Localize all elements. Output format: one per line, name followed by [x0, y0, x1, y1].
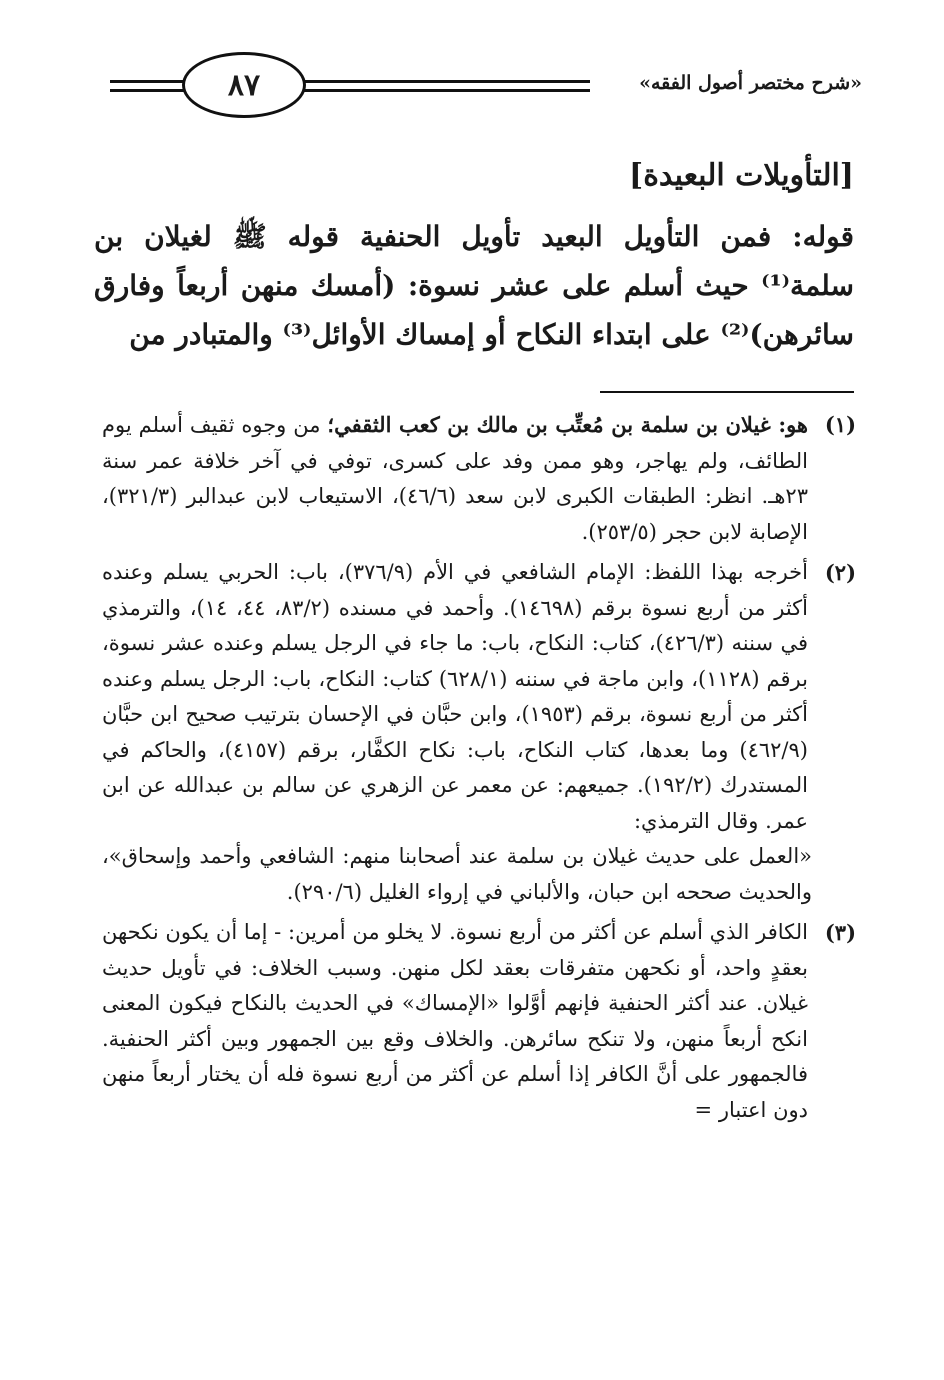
footnotes [102, 407, 856, 1133]
footnote-number: (٣) [824, 920, 856, 945]
footnote-number: (٢) [824, 560, 856, 585]
main-paragraph: قوله: فمن التأويل البعيد تأويل الحنفية قوله ﷺ لغيلان بن سلمة⁽¹⁾ حيث أسلم على عشر نسوة: (أمسك منهن أربعاً وفارق سائرهن)⁽²⁾ على ابتداء النكاح أو إمساك الأوائل⁽³⁾ والمتبادر من [94, 220, 854, 351]
footnote-text: الكافر الذي أسلم عن أكثر من أربع نسوة. لا يخلو من أمرين: - إما أن يكون نكحهن بعقدٍ واحد، أو نكحهن متفرقات بعقد لكل منهن. وسبب الخلاف: في تأويل حديث غيلان. عند أكثر الحنفية فإنهم أوَّلوا «الإمساك» في الحديث بالنكاح فيكون المعنى انكح أربعاً منهن، ولا تنكح سائرهن. والخلاف وقع بين الجمهور وبين أكثر الحنفية. فالجمهور على أنَّ الكافر إذا أسلم عن أكثر من أربع نسوة فله أن يختار أربعاً منهن دون اعتبار = [102, 920, 808, 1122]
footnote-2 [102, 555, 856, 910]
page-number: ٨٧ [182, 52, 306, 118]
footnote-3 [102, 915, 856, 1128]
running-title: «شرح مختصر أصول الفقه» [639, 72, 862, 94]
section-title: [التأويلات البعيدة] [629, 158, 854, 193]
footnote-number: (١) [824, 412, 856, 437]
footnote-1 [102, 407, 856, 550]
header-rule-right [300, 80, 590, 92]
footnote-separator [600, 391, 854, 393]
main-text [94, 212, 854, 359]
footnote-body: من وجوه ثقيف أسلم يوم الطائف، ولم يهاجر، وهو ممن وفد على كسرى، توفي في آخر خلافة عمر سنة ٢٣هـ. انظر: الطبقات الكبرى لابن سعد (٤٦/٦)، الاستيعاب لابن عبدالبر (٣٢١/٣)، الإصابة لابن حجر (٢٥٣/٥). [102, 413, 808, 544]
footnote-text [102, 407, 808, 550]
page-header [100, 42, 860, 122]
footnote-bold-lead: هو: غيلان بن سلمة بن مُعتِّب بن مالك بن كعب الثقفي؛ [327, 412, 808, 437]
footnote-text: أخرجه بهذا اللفظ: الإمام الشافعي في الأم (٣٧٦/٩)، باب: الحربي يسلم وعنده أكثر من أربع نسوة برقم (١٤٦٩٨). وأحمد في مسنده (٨٣/٢، ٤٤، ١٤)، والترمذي في سننه (٤٢٦/٣)، كتاب: النكاح، باب: ما جاء في الرجل يسلم وعنده عشر نسوة، برقم (١١٢٨)، وابن ماجة في سننه (٦٢٨/١) كتاب: النكاح، باب: الرجل يسلم وعنده أكثر من أربع نسوة، برقم (١٩٥٣)، وابن حبَّان في الإحسان بترتيب صحيح ابن حبَّان (٤٦٢/٩) وما بعدها، كتاب النكاح، باب: نكاح الكفَّار، برقم (٤١٥٧)، والحاكم في المستدرك (١٩٢/٢). جميعهم: عن معمر عن الزهري عن سالم بن عبدالله عن ابن عمر. وقال الترمذي: [102, 560, 809, 833]
footnote-quote: «العمل على حديث غيلان بن سلمة عند أصحابنا منهم: الشافعي وأحمد وإسحاق»، والحديث صححه ابن حبان، والألباني في إرواء الغليل (٢٩٠/٦). [102, 844, 812, 904]
